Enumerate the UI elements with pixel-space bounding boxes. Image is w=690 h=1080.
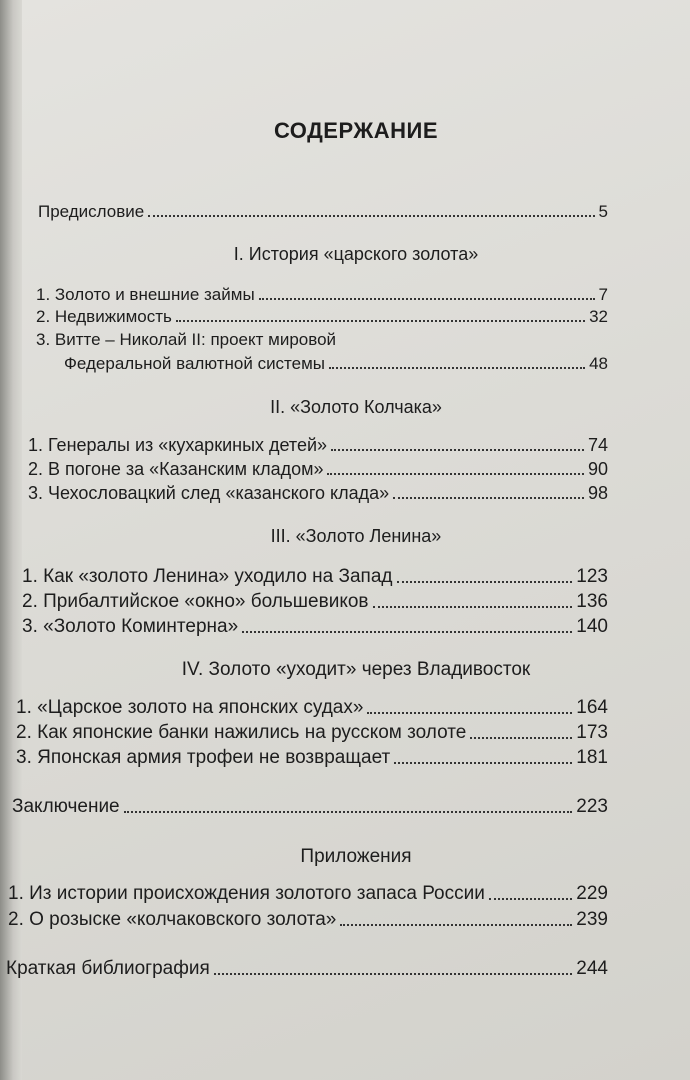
toc-entry-bibliography bbox=[6, 958, 608, 980]
toc-entry-label: 2. Как японские банки нажились на русском золоте bbox=[16, 722, 467, 743]
section-heading: II. «Золото Колчака» bbox=[270, 397, 442, 417]
dot-leader bbox=[329, 367, 585, 369]
toc-entry-page: 244 bbox=[576, 958, 608, 979]
dot-leader bbox=[242, 631, 572, 633]
dot-leader bbox=[176, 320, 585, 322]
toc-entry-label-continued: Федеральной валютной системы bbox=[64, 354, 326, 373]
dot-leader bbox=[373, 606, 573, 608]
dot-leader bbox=[214, 973, 573, 975]
toc-entry bbox=[22, 616, 608, 638]
toc-entry-page: 136 bbox=[576, 591, 608, 612]
toc-entry-page: 173 bbox=[576, 722, 608, 743]
toc-entry-label: 3. Чехословацкий след «казанского клада» bbox=[28, 483, 390, 503]
toc-entry-preface bbox=[38, 202, 608, 222]
dot-leader bbox=[259, 298, 595, 300]
toc-entry bbox=[28, 435, 608, 456]
dot-leader bbox=[470, 737, 572, 739]
toc-entry-label: 1. Как «золото Ленина» уходило на Запад bbox=[22, 566, 393, 587]
toc-entry-page: 229 bbox=[576, 883, 608, 904]
dot-leader bbox=[393, 497, 584, 499]
toc-entry-page: 181 bbox=[576, 747, 608, 768]
dot-leader bbox=[397, 581, 573, 583]
toc-entry-page: 223 bbox=[576, 796, 608, 817]
dot-leader bbox=[489, 898, 572, 900]
dot-leader bbox=[327, 473, 583, 475]
toc-entry bbox=[16, 722, 608, 744]
toc-entry-page: 123 bbox=[576, 566, 608, 587]
toc-entry bbox=[28, 483, 608, 504]
toc-entry-page: 74 bbox=[587, 435, 608, 455]
toc-entry-label: 1. Генералы из «кухаркиных детей» bbox=[28, 435, 328, 455]
toc-entry-label: 2. Прибалтийское «окно» большевиков bbox=[22, 591, 369, 612]
toc-entry-conclusion bbox=[12, 796, 608, 818]
toc-entry-page: 164 bbox=[576, 697, 608, 718]
toc-entry-label: Заключение bbox=[12, 796, 120, 817]
toc-entry bbox=[36, 285, 608, 305]
section-heading: IV. Золото «уходит» через Владивосток bbox=[181, 659, 531, 680]
toc-entry-label: 1. Золото и внешние займы bbox=[36, 285, 255, 304]
toc-entry-page: 140 bbox=[576, 616, 608, 637]
toc-entry bbox=[8, 909, 608, 931]
dot-leader bbox=[340, 924, 572, 926]
toc-entry bbox=[22, 566, 608, 588]
page-title: СОДЕРЖАНИЕ bbox=[273, 118, 439, 143]
toc-entry-label: 1. Из истории происхождения золотого запаса России bbox=[8, 883, 485, 904]
toc-entry-page: 239 bbox=[576, 909, 608, 930]
toc-entry bbox=[36, 307, 608, 327]
dot-leader bbox=[394, 762, 572, 764]
toc-entry-label: 2. Недвижимость bbox=[36, 307, 172, 326]
section-heading: III. «Золото Ленина» bbox=[270, 526, 442, 546]
toc-entry-label: 3. Японская армия трофеи не возвращает bbox=[16, 747, 391, 768]
section-heading: I. История «царского золота» bbox=[233, 244, 479, 264]
toc-entry-page: 98 bbox=[587, 483, 608, 503]
toc-entry bbox=[28, 459, 608, 480]
toc-entry-page: 32 bbox=[589, 307, 608, 326]
toc-entry-label: Предисловие bbox=[38, 202, 145, 221]
toc-entry-label: 3. Витте – Николай II: проект мировой bbox=[36, 330, 337, 349]
toc-entry-page: 90 bbox=[587, 459, 608, 479]
toc-entry bbox=[16, 697, 608, 719]
toc-entry-label: 1. «Царское золото на японских судах» bbox=[16, 697, 364, 718]
toc-entry-page: 48 bbox=[589, 354, 608, 373]
toc-entry bbox=[16, 747, 608, 769]
section-heading: Приложения bbox=[300, 846, 412, 867]
toc-entry-label: 2. О розыске «колчаковского золота» bbox=[8, 909, 337, 930]
dot-leader bbox=[124, 811, 573, 813]
dot-leader bbox=[331, 449, 584, 451]
dot-leader bbox=[367, 712, 572, 714]
toc-entry-page: 7 bbox=[598, 285, 608, 304]
toc-entry bbox=[22, 591, 608, 613]
toc-entry bbox=[8, 883, 608, 905]
toc-entry-label: 3. «Золото Коминтерна» bbox=[22, 616, 239, 637]
toc-entry bbox=[64, 354, 608, 374]
toc-entry-label: 2. В погоне за «Казанским кладом» bbox=[28, 459, 324, 479]
dot-leader bbox=[148, 215, 594, 217]
toc-entry-page: 5 bbox=[598, 202, 608, 221]
toc-entry-label: Краткая библиография bbox=[6, 958, 210, 979]
